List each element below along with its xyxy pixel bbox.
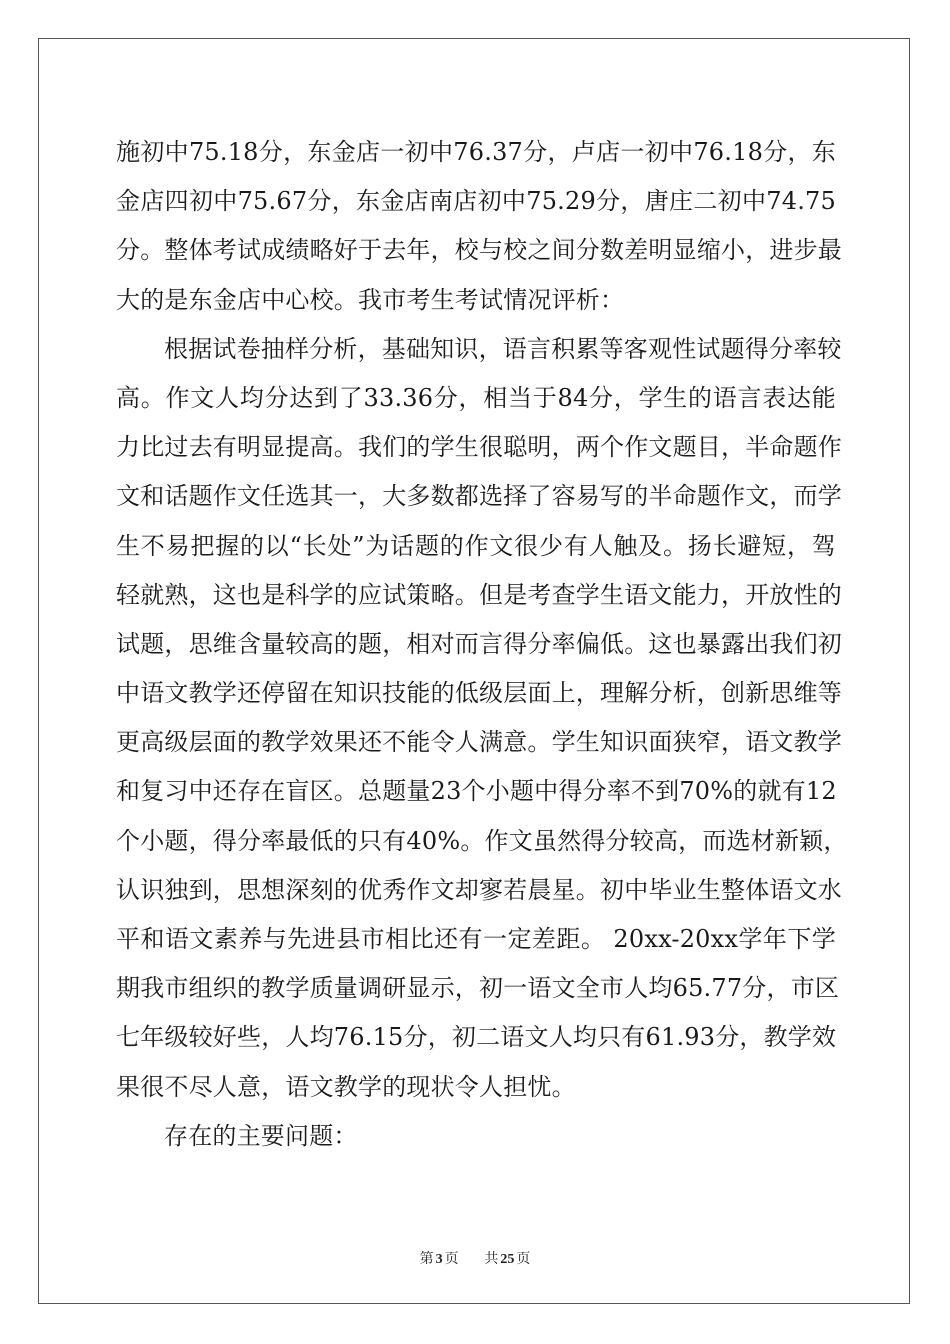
text-line: 期我市组织的教学质量调研显示，初一语文全市人均65.77分，市区 [116, 974, 840, 1003]
document-body [116, 128, 848, 1161]
text-line: 更高级层面的教学效果还不能令人满意。学生知识面狭窄，语文教学 [116, 728, 842, 757]
page-indicator: 第 3 页 [419, 1251, 459, 1267]
text-line: 中语文教学还停留在知识技能的低级层面上，理解分析，创新思维等 [116, 679, 842, 708]
text-line: 试题，思维含量较高的题，相对而言得分率偏低。这也暴露出我们初 [116, 629, 842, 658]
text-line: 存在的主要问题： [164, 1121, 358, 1150]
text-line: 力比过去有明显提高。我们的学生很聪明，两个作文题目，半命题作 [116, 433, 842, 462]
text-line: 果很不尽人意，语文教学的现状令人担忧。 [116, 1072, 576, 1101]
text-line: 认识独到，思想深刻的优秀作文却寥若晨星。初中毕业生整体语文水 [116, 875, 842, 904]
text-line: 金店四初中75.67分，东金店南店初中75.29分，唐庄二初中74.75 [116, 187, 836, 216]
page-footer [0, 1248, 950, 1268]
text-line: 个小题，得分率最低的只有40%。作文虽然得分较高，而选材新颖， [116, 826, 848, 855]
text-line: 和复习中还存在盲区。总题量23个小题中得分率不到70%的就有12 [116, 777, 837, 806]
text-line: 施初中75.18分，东金店一初中76.37分，卢店一初中76.18分，东 [116, 138, 836, 166]
text-line: 生不易把握的以“长处”为话题的作文很少有人触及。扬长避短，驾 [116, 531, 836, 560]
text-line: 分。整体考试成绩略好于去年，校与校之间分数差明显缩小，进步最 [116, 236, 842, 265]
text-line: 轻就熟，这也是科学的应试策略。但是考查学生语文能力，开放性的 [116, 580, 842, 609]
text-line: 文和话题作文任选其一，大多数都选择了容易写的半命题作文，而学 [116, 482, 842, 511]
text-line: 高。作文人均分达到了33.36分，相当于84分，学生的语言表达能 [116, 383, 836, 412]
total-pages-indicator: 共 25 页 [484, 1251, 531, 1267]
text-line: 七年级较好些，人均76.15分，初二语文人均只有61.93分，教学效 [116, 1023, 837, 1052]
text-line: 平和语文素养与先进县市相比还有一定差距。 20xx-20xx学年下学 [116, 925, 836, 953]
text-line: 根据试卷抽样分析，基础知识，语言积累等客观性试题得分率较 [164, 334, 842, 363]
text-line: 大的是东金店中心校。我市考生考试情况评析： [116, 285, 625, 314]
